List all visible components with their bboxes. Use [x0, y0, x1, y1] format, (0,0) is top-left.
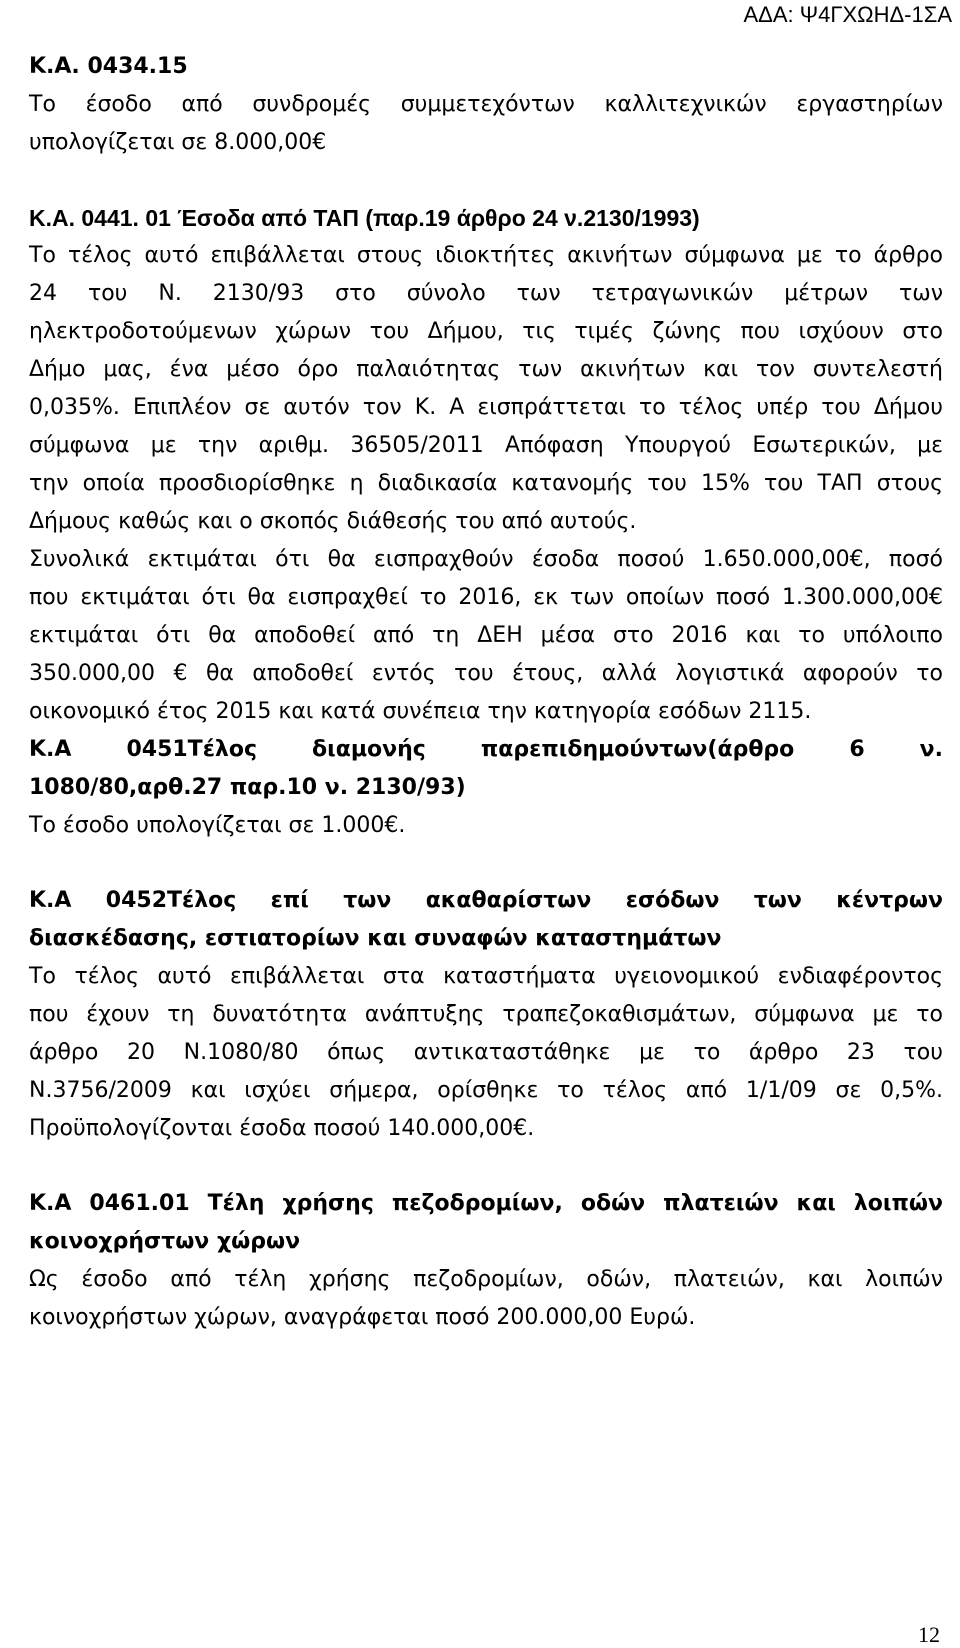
- section-title: Κ.Α 0452Τέλος επί των ακαθαρίστων εσόδων των κέντρων: [29, 888, 943, 913]
- paragraph-line: Δήμους καθώς και ο σκοπός διάθεσής του από αυτούς.: [29, 509, 637, 534]
- page-number: 12: [918, 1622, 940, 1647]
- paragraph-line: την οποία προσδιορίσθηκε η διαδικασία κατανομής του 15% του ΤΑΠ στους: [29, 471, 943, 496]
- section-0434-15: [29, 48, 943, 162]
- section-title: Κ.Α. 0441. 01 Έσοδα από ΤΑΠ (παρ.19 άρθρο 24 ν.2130/1993): [29, 205, 700, 231]
- paragraph-line: Το έσοδο υπολογίζεται σε 1.000€.: [29, 813, 406, 838]
- paragraph-line: που έχουν τη δυνατότητα ανάπτυξης τραπεζοκαθισμάτων, σύμφωνα με το: [29, 1002, 943, 1027]
- section-title: Κ.Α 0461.01 Τέλη χρήσης πεζοδρομίων, οδών πλατειών και λοιπών: [29, 1191, 943, 1216]
- paragraph-line: σύμφωνα με την αριθμ. 36505/2011 Απόφαση Υπουργού Εσωτερικών, με: [29, 433, 943, 458]
- ada-code: ΑΔΑ: Ψ4ΓΧΩΗΔ-1ΣΑ: [743, 2, 952, 27]
- paragraph-line: οικονομικό έτος 2015 και κατά συνέπεια την κατηγορία εσόδων 2115.: [29, 699, 812, 724]
- paragraph-line: ηλεκτροδοτούμενων χώρων του Δήμου, τις τιμές ζώνης που ισχύουν στο: [29, 319, 943, 344]
- section-0452: [29, 882, 943, 1148]
- document-body: [29, 48, 943, 1337]
- paragraph-line: Ως έσοδο από τέλη χρήσης πεζοδρομίων, οδών, πλατειών, και λοιπών: [29, 1267, 943, 1292]
- section-title: κοινοχρήστων χώρων: [29, 1229, 301, 1254]
- section-0441-01: [29, 199, 943, 731]
- paragraph-line: 0,035%. Επιπλέον σε αυτόν τον Κ. Α εισπράττεται το τέλος υπέρ του Δήμου: [29, 395, 943, 420]
- paragraph-line: Το τέλος αυτό επιβάλλεται στα καταστήματα υγειονομικού ενδιαφέροντος: [29, 964, 943, 989]
- section-title: Κ.Α 0451Τέλος διαμονής παρεπιδημούντων(άρθρο 6 ν.: [29, 737, 943, 762]
- paragraph-line: 350.000,00 € θα αποδοθεί εντός του έτους, αλλά λογιστικά αφορούν το: [29, 661, 943, 686]
- paragraph-line: υπολογίζεται σε 8.000,00€: [29, 130, 327, 155]
- paragraph-line: άρθρο 20 Ν.1080/80 όπως αντικαταστάθηκε με το άρθρο 23 του: [29, 1040, 943, 1065]
- paragraph-line: Το έσοδο από συνδρομές συμμετεχόντων καλλιτεχνικών εργαστηρίων: [29, 92, 943, 117]
- section-0461-01: [29, 1185, 943, 1337]
- section-title: 1080/80,αρθ.27 παρ.10 ν. 2130/93): [29, 775, 466, 800]
- paragraph-line: κοινοχρήστων χώρων, αναγράφεται ποσό 200.000,00 Ευρώ.: [29, 1305, 696, 1330]
- paragraph-line: Δήμο μας, ένα μέσο όρο παλαιότητας των ακινήτων και τον συντελεστή: [29, 357, 943, 382]
- section-title: διασκέδασης, εστιατορίων και συναφών καταστημάτων: [29, 926, 722, 951]
- paragraph-line: Ν.3756/2009 και ισχύει σήμερα, ορίσθηκε το τέλος από 1/1/09 σε 0,5%.: [29, 1078, 943, 1103]
- paragraph-line: που εκτιμάται ότι θα εισπραχθεί το 2016, εκ των οποίων ποσό 1.300.000,00€: [29, 585, 943, 610]
- paragraph-line: 24 του Ν. 2130/93 στο σύνολο των τετραγωνικών μέτρων των: [29, 281, 943, 306]
- paragraph-line: Το τέλος αυτό επιβάλλεται στους ιδιοκτήτες ακινήτων σύμφωνα με το άρθρο: [29, 243, 943, 268]
- paragraph-line: Προϋπολογίζονται έσοδα ποσού 140.000,00€.: [29, 1116, 535, 1141]
- paragraph-line: εκτιμάται ότι θα αποδοθεί από τη ΔΕΗ μέσα στο 2016 και το υπόλοιπο: [29, 623, 943, 648]
- section-0451: [29, 731, 943, 845]
- section-title: Κ.Α. 0434.15: [29, 54, 188, 79]
- paragraph-line: Συνολικά εκτιμάται ότι θα εισπραχθούν έσοδα ποσού 1.650.000,00€, ποσό: [29, 547, 943, 572]
